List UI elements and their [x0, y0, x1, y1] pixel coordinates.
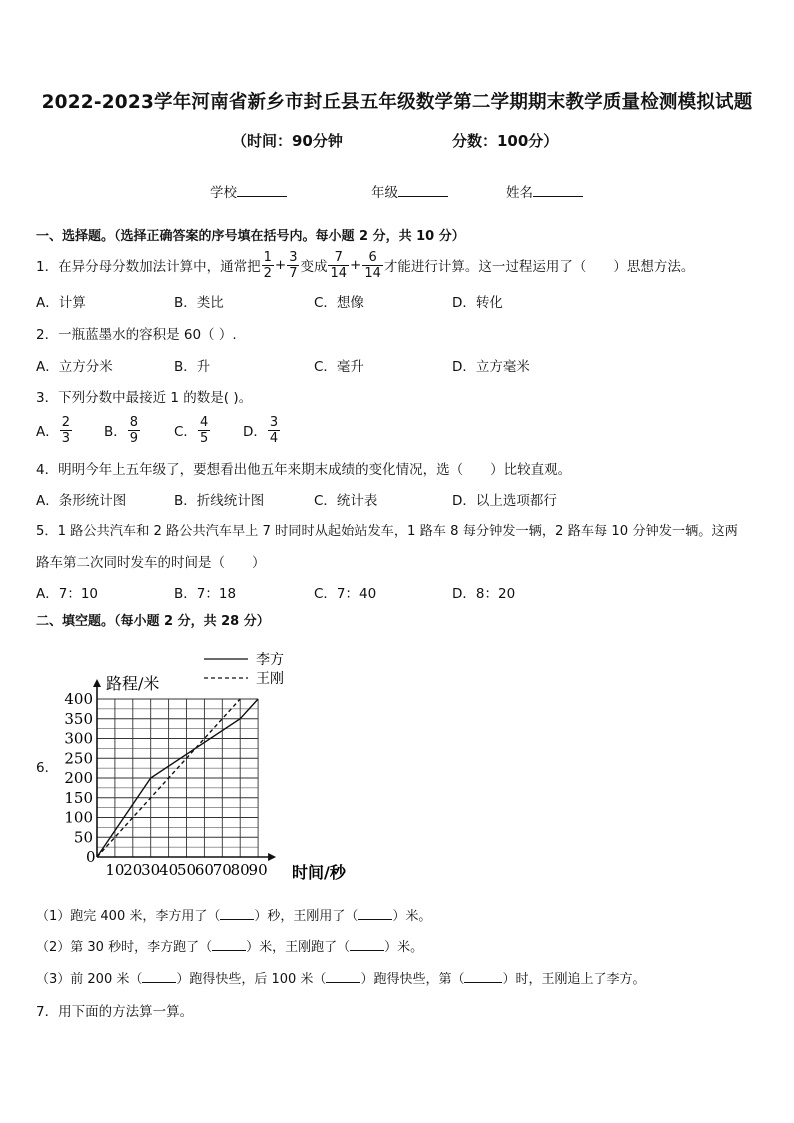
chart-origin-label: 0 — [86, 848, 96, 866]
q2-option-a: A．立方分米 — [36, 359, 113, 375]
question-1 — [36, 248, 694, 282]
q3-b-label: B． — [104, 424, 127, 440]
y-tick-label: 150 — [64, 788, 93, 807]
question-2: 2．一瓶蓝墨水的容积是 60（ ）. — [36, 327, 237, 343]
grade-field — [371, 181, 448, 201]
q6-sub3-blank1[interactable] — [142, 970, 176, 983]
q1-mid: 变成 — [300, 259, 328, 275]
q1-f1-den: 2 — [263, 265, 272, 281]
q5-option-b: B．7：18 — [174, 586, 237, 602]
q3-a-den: 3 — [61, 430, 71, 446]
q1-option-b: B．类比 — [174, 295, 224, 311]
chart-y-axis-label: 路程/米 — [106, 674, 160, 693]
grade-label: 年级 — [371, 185, 398, 201]
q3-option-d — [243, 412, 281, 448]
question-6-number: 6． — [36, 760, 59, 776]
chart-x-ticks — [105, 861, 267, 879]
x-tick-label: 30 — [141, 861, 161, 879]
chart-axes — [93, 679, 276, 861]
section2-heading: 二、填空题。（每小题 2 分，共 28 分） — [36, 614, 270, 629]
q6-sub3-b: ）跑得快些，后 100 米（ — [176, 972, 327, 987]
y-tick-label: 300 — [64, 729, 93, 748]
q6-sub3 — [36, 968, 645, 987]
section1-heading: 一、选择题。（选择正确答案的序号填在括号内。每小题 2 分，共 10 分） — [36, 229, 465, 244]
x-axis-arrow — [268, 853, 276, 861]
x-tick-label: 10 — [105, 861, 125, 879]
q6-sub2 — [36, 936, 423, 955]
q3-option-a — [36, 412, 73, 448]
q6-sub1-a: （1）跑完 400 米，李方用了（ — [36, 909, 221, 924]
q6-sub3-blank2[interactable] — [326, 970, 360, 983]
grade-blank — [398, 183, 448, 197]
q3-d-fraction — [268, 415, 280, 446]
q3-option-b — [104, 412, 141, 448]
question-5-line1: 5．1 路公共汽车和 2 路公共汽车早上 7 时同时从起始站发车，1 路车 8 每分钟发一辆，2 路车每 10 分钟发一辆。这两 — [36, 524, 738, 539]
q2-option-b: B．升 — [174, 359, 211, 375]
x-tick-label: 20 — [123, 861, 143, 879]
q4-option-a: A．条形统计图 — [36, 493, 127, 509]
q6-sub2-blank1[interactable] — [212, 938, 246, 951]
distance-time-chart — [60, 640, 370, 890]
school-blank — [237, 183, 287, 197]
q6-sub2-b: ）米，王刚跑了（ — [246, 940, 351, 955]
q3-c-den: 5 — [199, 430, 209, 446]
q6-sub2-c: ）米。 — [384, 940, 424, 955]
q1-f3-num: 7 — [334, 249, 343, 265]
q4-option-b: B．折线统计图 — [174, 493, 265, 509]
name-label: 姓名 — [506, 185, 533, 201]
q1-fraction-2 — [287, 250, 299, 281]
chart-legend — [204, 651, 284, 687]
q6-sub1-c: ）米。 — [392, 909, 432, 924]
q3-d-label: D． — [243, 424, 267, 440]
q1-plus-1: + — [274, 257, 287, 273]
q5-option-d: D．8：20 — [452, 586, 516, 602]
question-5-line2: 路车第二次同时发车的时间是（ ） — [36, 555, 266, 571]
q3-b-den: 9 — [129, 430, 139, 446]
school-label: 学校 — [210, 185, 237, 201]
x-tick-label: 80 — [230, 861, 250, 879]
y-tick-label: 50 — [73, 828, 93, 847]
q1-f4-num: 6 — [368, 249, 377, 265]
x-tick-label: 60 — [194, 861, 214, 879]
y-tick-label: 200 — [64, 769, 93, 787]
q3-d-den: 4 — [269, 430, 279, 446]
chart-x-axis-label: 时间/秒 — [292, 863, 346, 882]
school-field — [210, 181, 287, 201]
q1-f3-den: 14 — [330, 265, 348, 281]
q6-sub2-blank2[interactable] — [350, 938, 384, 951]
q5-option-c: C．7：40 — [314, 586, 377, 602]
legend-label-wang-gang: 王刚 — [256, 671, 284, 687]
q3-c-num: 4 — [199, 414, 209, 430]
legend-label-li-fang: 李方 — [256, 652, 284, 668]
y-axis-arrow — [93, 679, 101, 687]
q1-f2-den: 7 — [289, 265, 298, 281]
x-tick-label: 40 — [159, 861, 179, 879]
question-7: 7．用下面的方法算一算。 — [36, 1004, 194, 1020]
q6-sub3-a: （3）前 200 米（ — [36, 972, 143, 987]
q1-fraction-1 — [262, 250, 274, 281]
exam-score: 分数：100分） — [452, 132, 559, 150]
q6-sub1-blank1[interactable] — [220, 907, 254, 920]
q1-fraction-3 — [328, 250, 349, 281]
q3-b-num: 8 — [129, 414, 139, 430]
name-blank — [533, 183, 583, 197]
q2-option-c: C．毫升 — [314, 359, 364, 375]
q1-option-a: A．计算 — [36, 295, 86, 311]
q3-c-fraction — [198, 415, 210, 446]
q3-c-label: C． — [174, 424, 197, 440]
q1-f4-den: 14 — [364, 265, 381, 281]
y-tick-label: 400 — [64, 690, 93, 708]
q1-suffix: 才能进行计算。这一过程运用了（ ）思想方法。 — [383, 259, 695, 275]
q3-b-fraction — [128, 415, 140, 446]
y-tick-label: 100 — [64, 808, 93, 827]
q6-sub3-c: ）跑得快些，第（ — [360, 972, 465, 987]
y-tick-label: 350 — [64, 709, 93, 728]
x-tick-label: 50 — [176, 861, 197, 879]
chart-y-ticks — [64, 690, 93, 846]
q4-option-c: C．统计表 — [314, 493, 378, 509]
q6-sub3-blank3[interactable] — [464, 970, 502, 983]
question-4: 4．明明今年上五年级了，要想看出他五年来期末成绩的变化情况，选（ ）比较直观。 — [36, 462, 572, 478]
q1-f1-num: 1 — [263, 249, 272, 265]
x-tick-label: 70 — [212, 861, 232, 879]
q6-sub1 — [36, 905, 431, 924]
exam-time: （时间：90分钟 — [232, 132, 343, 150]
q1-prefix: 1．在异分母分数加法计算中，通常把 — [36, 259, 261, 275]
q6-sub1-blank2[interactable] — [358, 907, 392, 920]
q2-option-d: D．立方毫米 — [452, 359, 530, 375]
name-field — [506, 181, 583, 201]
q3-d-num: 3 — [269, 414, 279, 430]
q5-option-a: A．7：10 — [36, 586, 99, 602]
page-title: 2022-2023学年河南省新乡市封丘县五年级数学第二学期期末教学质量检测模拟试题 — [41, 92, 753, 113]
q1-f2-num: 3 — [289, 249, 298, 265]
x-tick-label: 90 — [248, 861, 268, 879]
q1-option-d: D．转化 — [452, 295, 503, 311]
q6-sub3-d: ）时，王刚追上了李方。 — [502, 972, 646, 987]
q6-sub2-a: （2）第 30 秒时，李方跑了（ — [36, 940, 213, 955]
q3-option-c — [174, 412, 211, 448]
q3-a-fraction — [60, 415, 72, 446]
y-tick-label: 250 — [64, 749, 93, 768]
q1-option-c: C．想像 — [314, 295, 364, 311]
q1-fraction-4 — [362, 250, 383, 281]
q6-sub1-b: ）秒，王刚用了（ — [254, 909, 359, 924]
question-3: 3．下列分数中最接近 1 的数是( )。 — [36, 390, 253, 406]
q1-plus-2: + — [350, 257, 362, 273]
q3-a-num: 2 — [61, 414, 71, 430]
q3-a-label: A． — [36, 424, 59, 440]
q4-option-d: D．以上选项都行 — [452, 493, 557, 509]
